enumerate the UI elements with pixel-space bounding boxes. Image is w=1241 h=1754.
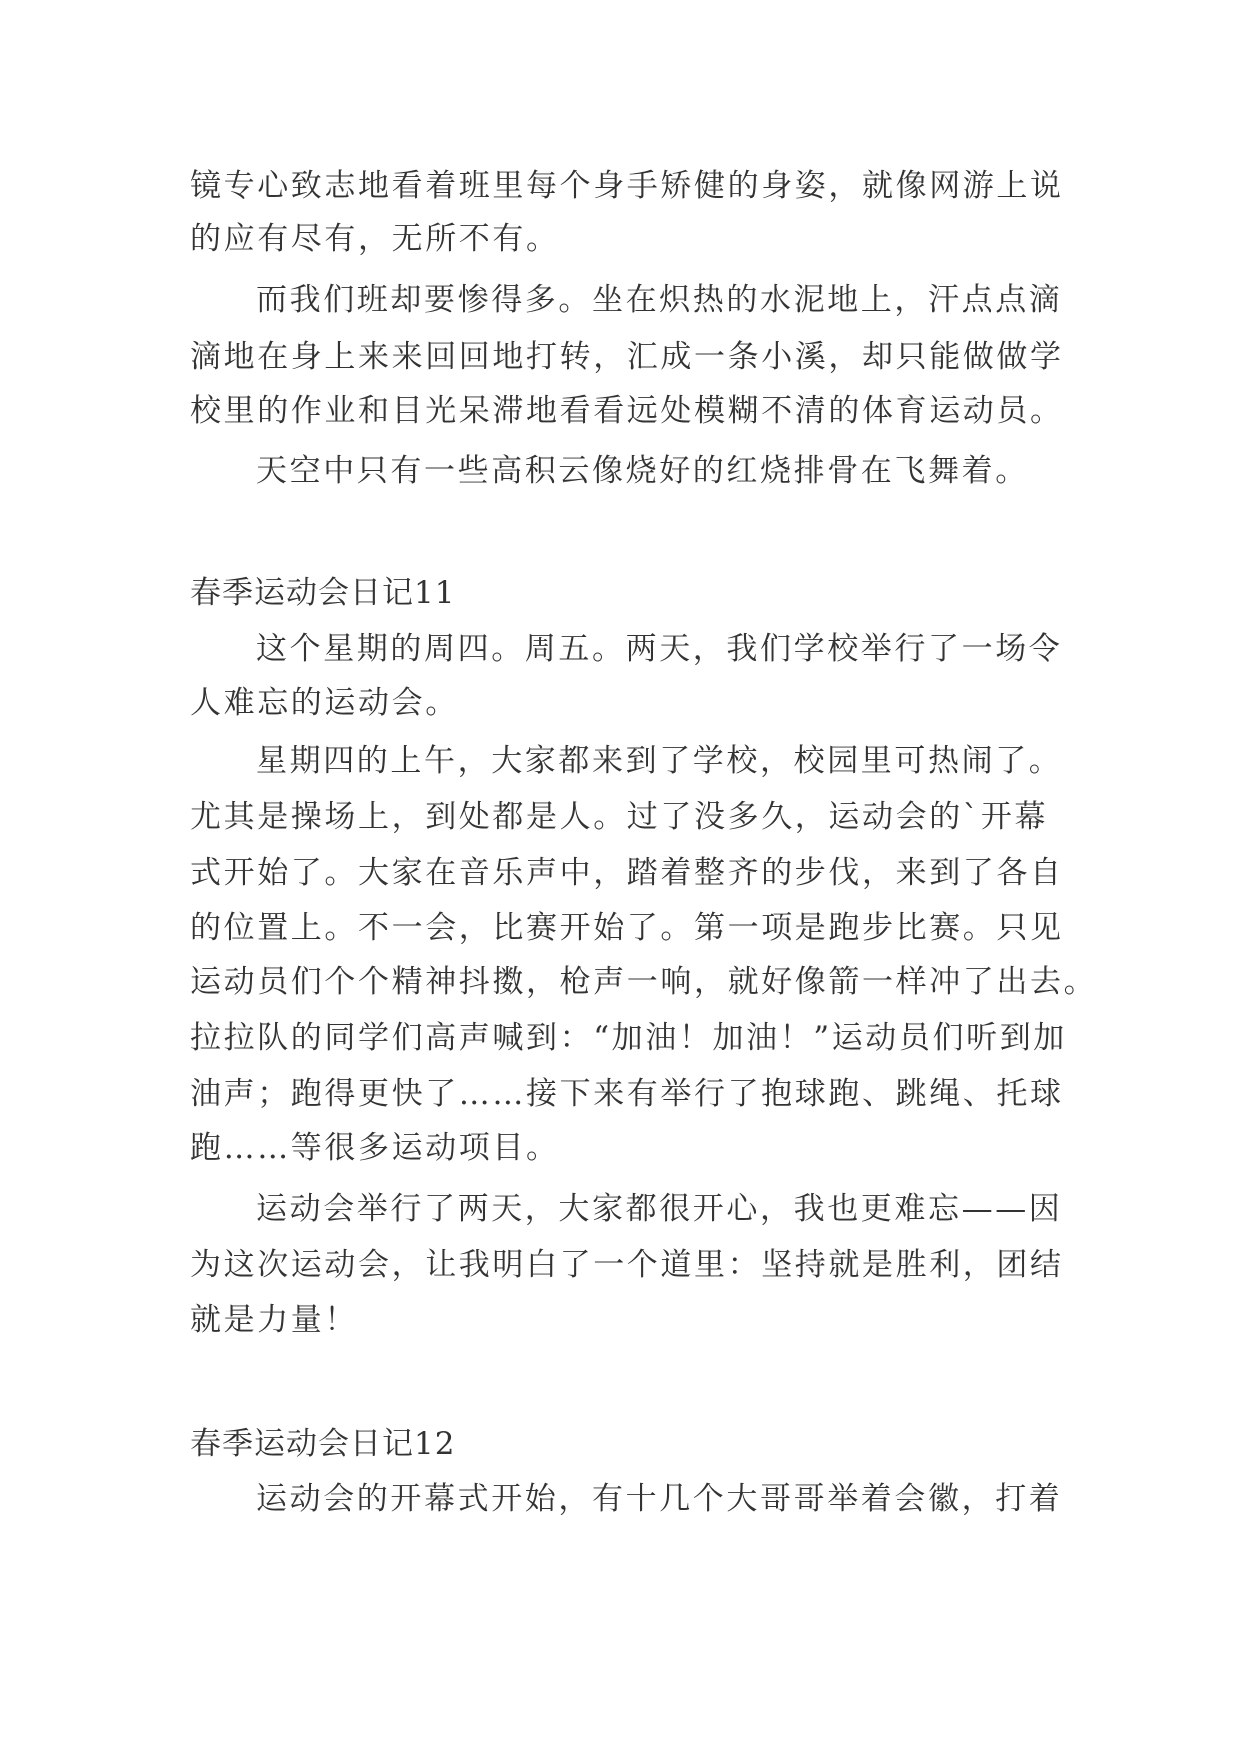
paragraph-line: 滴地在身上来来回回地打转，汇成一条小溪，却只能做做学 bbox=[190, 339, 1064, 375]
paragraph-line: 镜专心致志地看着班里每个身手矫健的身姿，就像网游上说 bbox=[190, 168, 1064, 204]
paragraph-line: 油声；跑得更快了……接下来有举行了抱球跑、跳绳、托球 bbox=[190, 1076, 1064, 1112]
paragraph-line: 运动员们个个精神抖擞，枪声一响，就好像箭一样冲了出去。 bbox=[190, 964, 1098, 1000]
paragraph-line: 尤其是操场上，到处都是人。过了没多久，运动会的`开幕 bbox=[190, 799, 1049, 835]
paragraph-line: 运动会的开幕式开始，有十几个大哥哥举着会徽，打着 bbox=[256, 1481, 1063, 1517]
paragraph-line: 而我们班却要惨得多。坐在炽热的水泥地上，汗点点滴 bbox=[256, 282, 1063, 318]
paragraph-line: 拉拉队的同学们高声喊到：“加油！加油！”运动员们听到加 bbox=[190, 1020, 1067, 1056]
paragraph-line: 为这次运动会，让我明白了一个道里：坚持就是胜利，团结 bbox=[190, 1247, 1064, 1283]
paragraph-line: 这个星期的周四。周五。两天，我们学校举行了一场令 bbox=[256, 631, 1063, 667]
paragraph-line: 跑……等很多运动项目。 bbox=[190, 1130, 560, 1166]
paragraph-line: 星期四的上午，大家都来到了学校，校园里可热闹了。 bbox=[256, 743, 1063, 779]
paragraph-line: 天空中只有一些高积云像烧好的红烧排骨在飞舞着。 bbox=[256, 453, 1029, 489]
paragraph-line: 的应有尽有，无所不有。 bbox=[190, 221, 560, 257]
paragraph-line: 人难忘的运动会。 bbox=[190, 685, 459, 721]
paragraph-line: 式开始了。大家在音乐声中，踏着整齐的步伐，来到了各自 bbox=[190, 855, 1064, 891]
paragraph-line: 校里的作业和目光呆滞地看看远处模糊不清的体育运动员。 bbox=[190, 393, 1064, 429]
paragraph-line: 运动会举行了两天，大家都很开心，我也更难忘——因 bbox=[256, 1191, 1063, 1227]
section-heading: 春季运动会日记12 bbox=[190, 1426, 456, 1462]
paragraph-line: 就是力量！ bbox=[190, 1302, 358, 1338]
paragraph-line: 的位置上。不一会，比赛开始了。第一项是跑步比赛。只见 bbox=[190, 910, 1064, 946]
section-heading: 春季运动会日记11 bbox=[190, 575, 456, 611]
